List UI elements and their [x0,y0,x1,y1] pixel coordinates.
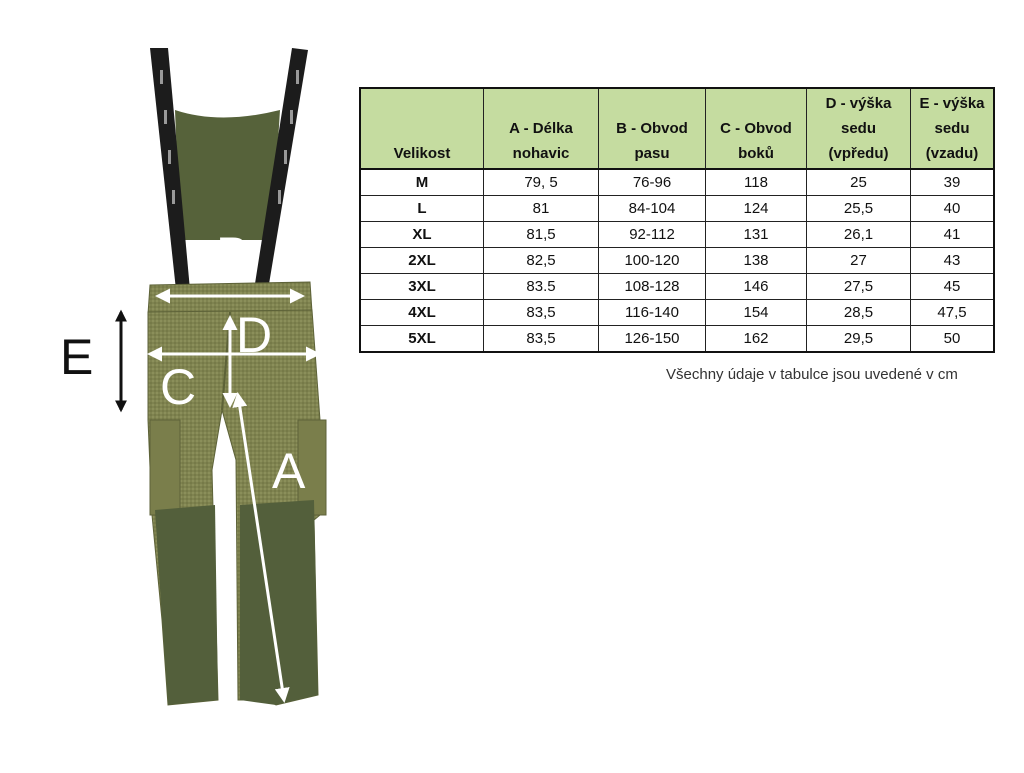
cell-size: 4XL [360,300,484,326]
cell-e: 39 [911,169,995,196]
header-line: boků [738,145,774,162]
cell-b: 84-104 [599,196,706,222]
table-row [360,169,994,196]
header-line: pasu [634,145,670,162]
cell-c: 146 [706,274,807,300]
waistband [148,282,312,314]
label-b: B [216,227,250,283]
left-knee-patch [155,505,218,705]
cell-b: 108-128 [599,274,706,300]
header-d [807,88,911,169]
units-note: Všechny údaje v tabulce jsou uvedené v cm [666,366,958,383]
header-velikost [360,88,484,169]
cell-size: 3XL [360,274,484,300]
label-c: C [160,359,197,415]
header-line: D - výška [825,95,892,112]
cell-b: 92-112 [599,222,706,248]
header-line: (vpředu) [828,145,889,162]
table-row [360,274,994,300]
cell-d: 28,5 [807,300,911,326]
header-line: B - Obvod [616,120,688,137]
trousers-illustration [0,0,360,768]
cell-d: 29,5 [807,326,911,353]
table-row [360,248,994,274]
cell-d: 27,5 [807,274,911,300]
label-d: D [236,307,273,363]
header-a [484,88,599,169]
cell-a: 82,5 [484,248,599,274]
header-line: E - výška [919,95,985,112]
header-line: sedu [934,120,970,137]
header-line: C - Obvod [720,120,792,137]
cell-e: 50 [911,326,995,353]
table-row [360,300,994,326]
cell-e: 43 [911,248,995,274]
cell-a: 79, 5 [484,169,599,196]
cell-e: 47,5 [911,300,995,326]
cell-c: 124 [706,196,807,222]
cell-d: 25 [807,169,911,196]
cell-c: 138 [706,248,807,274]
cell-size: M [360,169,484,196]
header-c [706,88,807,169]
header-line: nohavic [512,145,570,162]
size-table [359,87,995,353]
cell-a: 83.5 [484,274,599,300]
cell-b: 116-140 [599,300,706,326]
cell-size: 5XL [360,326,484,353]
cell-a: 81 [484,196,599,222]
label-a: A [272,443,306,499]
cell-e: 40 [911,196,995,222]
table-row [360,326,994,353]
header-line: sedu [840,120,876,137]
cell-d: 25,5 [807,196,911,222]
cell-c: 162 [706,326,807,353]
table-header-row [360,88,994,169]
cell-c: 118 [706,169,807,196]
cell-e: 45 [911,274,995,300]
cell-b: 126-150 [599,326,706,353]
cell-b: 76-96 [599,169,706,196]
cell-d: 27 [807,248,911,274]
header-line: Velikost [393,145,451,162]
table-row [360,196,994,222]
cell-d: 26,1 [807,222,911,248]
cell-size: L [360,196,484,222]
cell-a: 83,5 [484,300,599,326]
left-cargo-pocket [150,420,180,515]
header-b [599,88,706,169]
header-line: A - Délka [509,120,573,137]
cell-c: 131 [706,222,807,248]
bib [175,110,280,240]
table-row [360,222,994,248]
cell-size: XL [360,222,484,248]
header-line: (vzadu) [925,145,979,162]
header-e [911,88,995,169]
label-e: E [60,329,94,385]
cell-a: 81,5 [484,222,599,248]
cell-a: 83,5 [484,326,599,353]
cell-b: 100-120 [599,248,706,274]
cell-e: 41 [911,222,995,248]
cell-c: 154 [706,300,807,326]
cell-size: 2XL [360,248,484,274]
